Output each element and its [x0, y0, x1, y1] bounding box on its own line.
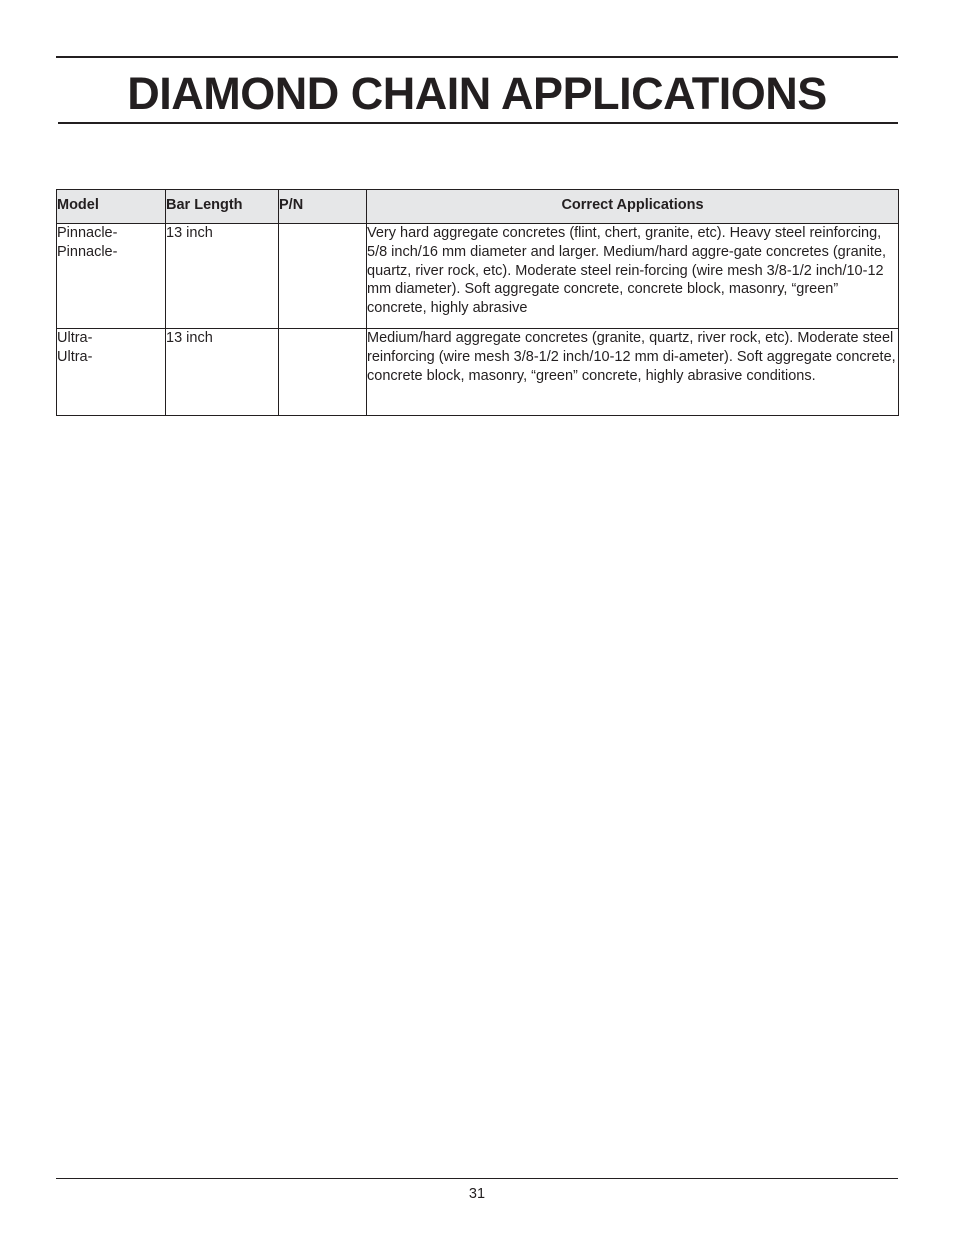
- model-name: Pinnacle-: [57, 225, 118, 241]
- table-row: [57, 329, 899, 416]
- model-name: Ultra-: [57, 348, 93, 365]
- page-number: 31: [468, 1186, 486, 1202]
- page-title: DIAMOND CHAIN APPLICATIONS: [127, 68, 827, 119]
- part-number-cell: [279, 224, 367, 329]
- bar-length-cell: 13 inch: [166, 224, 279, 329]
- applications-cell: Medium/hard aggregate concretes (granite, quartz, river rock, etc). Moderate steel reinforcing (wire mesh 3/8-1/2 inch/10-12 mm di-ameter). Soft aggregate concrete, concrete block, masonry, “green” concrete, highly abrasive conditions.: [367, 329, 899, 416]
- footer-rule: [56, 1178, 898, 1179]
- diamond-chain-applications-table: [56, 189, 899, 416]
- top-rule: [56, 56, 898, 58]
- model-name: Pinnacle-: [57, 243, 118, 260]
- column-header-model: Model: [57, 190, 166, 224]
- bar-length-cell: 13 inch: [166, 329, 279, 416]
- column-header-bar-length: Bar Length: [166, 190, 279, 224]
- table-header-row: [57, 190, 899, 224]
- table-row: [57, 224, 899, 329]
- applications-cell: Very hard aggregate concretes (flint, chert, granite, etc). Heavy steel reinforcing, 5/8 inch/16 mm diameter and larger. Medium/hard aggre-gate concretes (granite, quartz, river rock, etc). Moderate steel rein-forcing (wire mesh 3/8-1/2 inch/10-12 mm diameter). Soft aggregate concrete, concrete block, masonry, “green” concrete, highly abrasive: [367, 224, 899, 329]
- model-cell: [57, 329, 166, 416]
- part-number-cell: [279, 329, 367, 416]
- model-name: Ultra-: [57, 330, 93, 346]
- column-header-pn: P/N: [279, 190, 367, 224]
- model-cell: [57, 224, 166, 329]
- title-underline-rule: [58, 122, 898, 124]
- column-header-correct-applications: Correct Applications: [367, 190, 899, 224]
